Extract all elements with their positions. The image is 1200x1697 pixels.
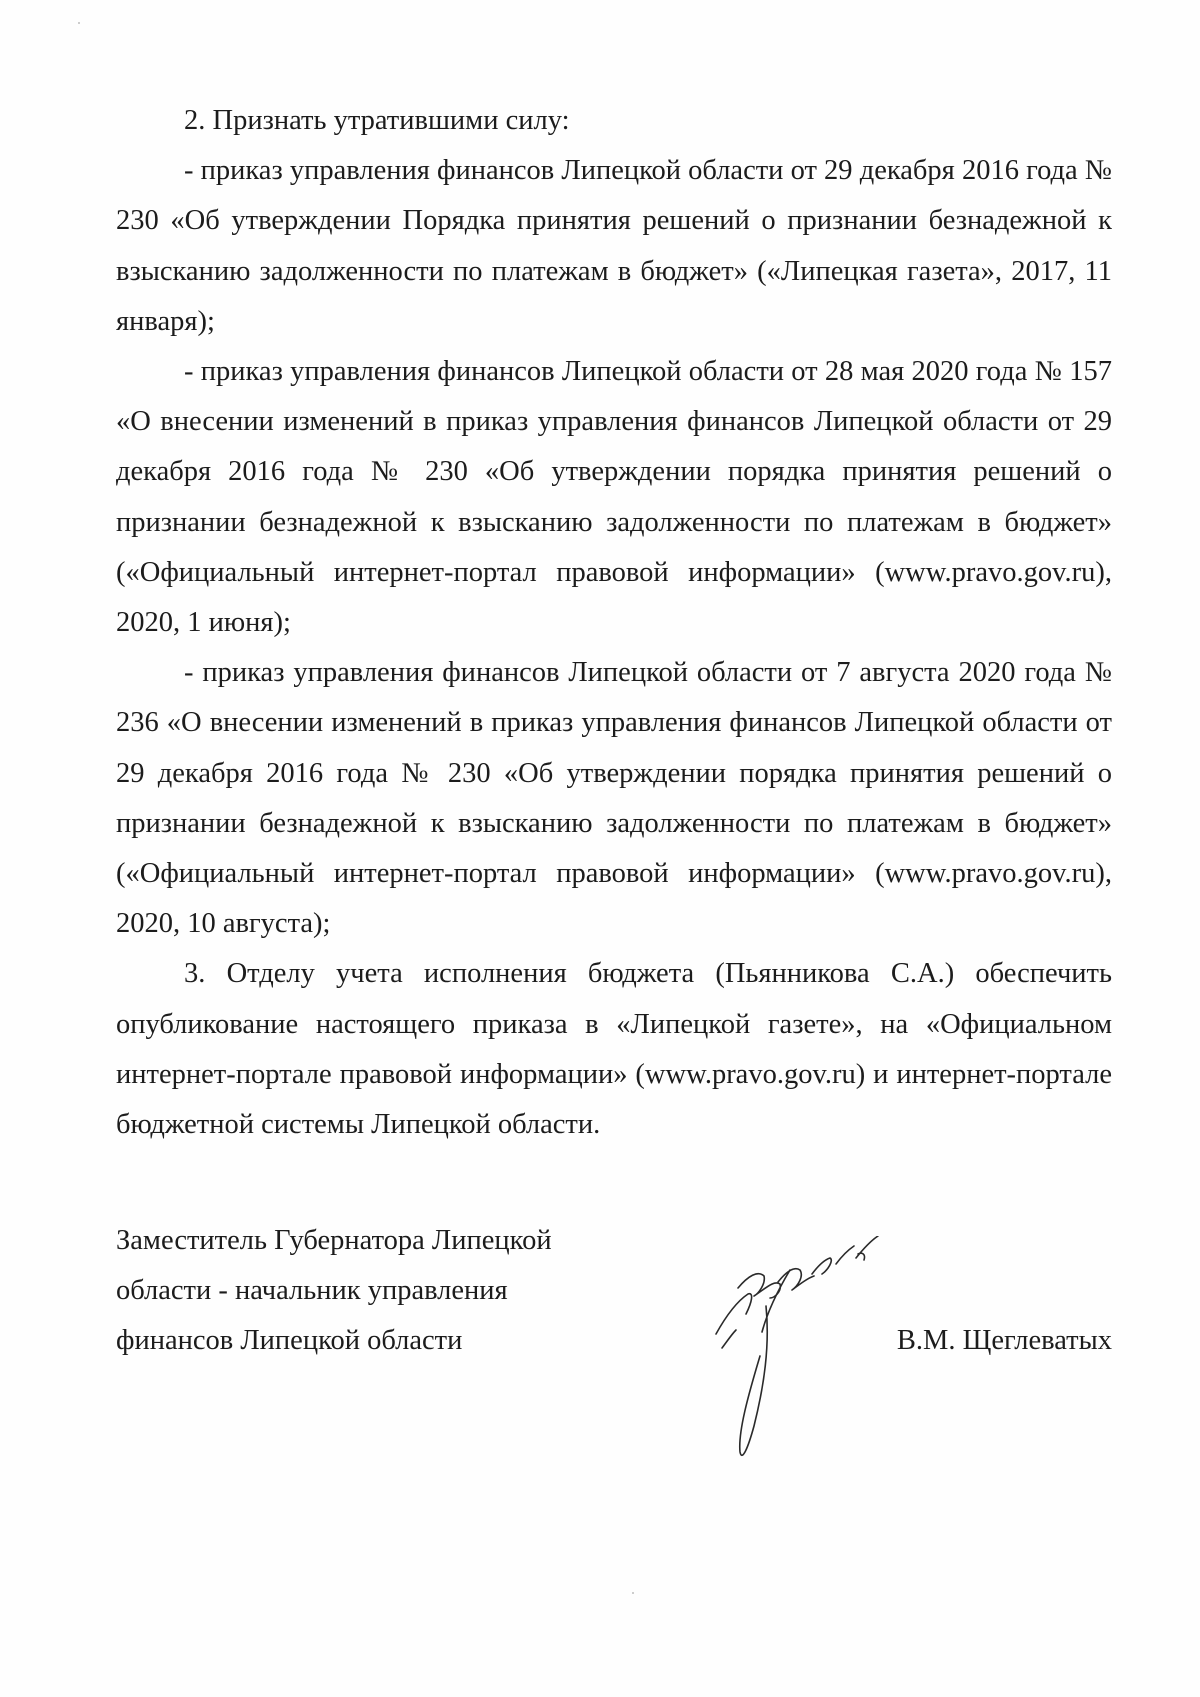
signer-title-line: Заместитель Губернатора Липецкой <box>116 1225 552 1256</box>
repealed-order-august-2020: - приказ управления финансов Липецкой области от 7 августа 2020 года № 236 «О внесении изменений в приказ управления финансов Липецкой области от 29 декабря 2016 года № 230 «Об утверждении порядка принятия решений о признании безнадежной к взысканию задолженности по платежам в бюджет» («Официальный интернет-портал правовой информации» (www.pravo.gov.ru), 2020, 10 августа); <box>116 657 1112 940</box>
scan-speck <box>78 22 80 24</box>
document-body <box>116 96 1112 1150</box>
repealed-order-2016: - приказ управления финансов Липецкой области от 29 декабря 2016 года № 230 «Об утверждении Порядка принятия решений о признании безнадежной к взысканию задолженности по платежам в бюджет» («Липецкая газета», 2017, 11 января); <box>116 155 1112 337</box>
paragraph-item-2: 2. Признать утратившими силу: <box>184 105 570 136</box>
signature-strokes <box>716 1236 878 1455</box>
signer-title <box>116 1216 636 1367</box>
repealed-order-may-2020: - приказ управления финансов Липецкой области от 28 мая 2020 года № 157 «О внесении изменений в приказ управления финансов Липецкой области от 29 декабря 2016 года № 230 «Об утверждении порядка принятия решений о признании безнадежной к взысканию задолженности по платежам в бюджет» («Официальный интернет-портал правовой информации» (www.pravo.gov.ru), 2020, 1 июня); <box>116 356 1112 639</box>
signer-name: В.М. Щеглеватых <box>896 1325 1112 1356</box>
paragraph-item-3: 3. Отделу учета исполнения бюджета (Пьянникова С.А.) обеспечить опубликование настоящего приказа в «Липецкой газете», на «Официальном интернет-портале правовой информации» (www.pravo.gov.ru) и интернет-портале бюджетной системы Липецкой области. <box>116 958 1112 1141</box>
signer-title-line: области - начальник управления <box>116 1275 508 1307</box>
scan-speck <box>632 1592 634 1594</box>
signature-block <box>116 1216 1112 1416</box>
signer-title-line: финансов Липецкой области <box>116 1325 463 1357</box>
handwritten-signature <box>708 1236 918 1506</box>
